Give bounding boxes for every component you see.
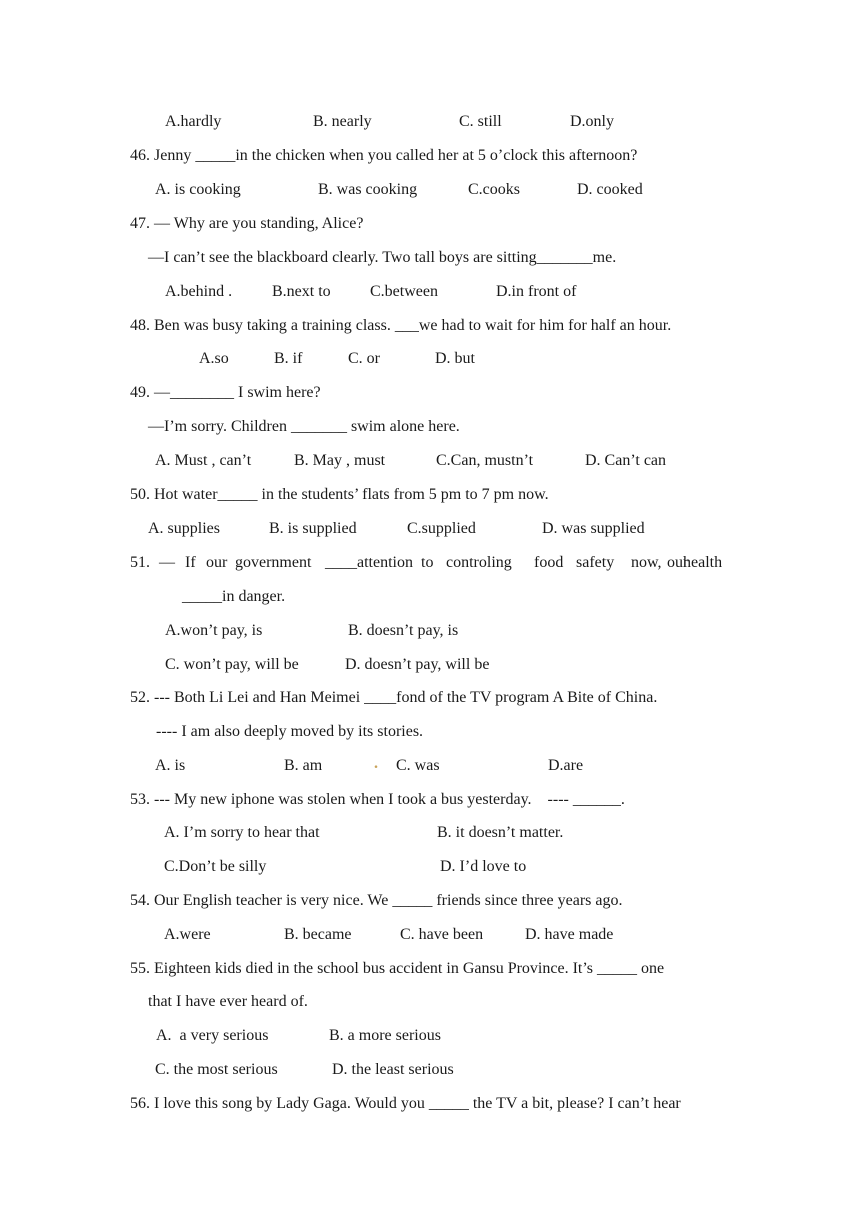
q49-dialog-line: —I’m sorry. Children _______ swim alone here. — [148, 418, 460, 435]
q54-option-a: A.were — [164, 926, 211, 943]
q50-option-a: A. supplies — [148, 520, 220, 537]
q45-option-c: C. still — [459, 113, 502, 130]
q51-w10: now, — [631, 554, 662, 571]
q50-option-b: B. is supplied — [269, 520, 357, 537]
q47-option-a: A.behind . — [165, 283, 233, 300]
q48-option-d: D. but — [435, 350, 475, 367]
q48-option-c: C. or — [348, 350, 380, 367]
q47-option-b: B.next to — [272, 283, 331, 300]
q51-option-a: A.won’t pay, is — [165, 622, 263, 639]
q55-option-d: D. the least serious — [332, 1061, 454, 1078]
q47-stem: 47. — Why are you standing, Alice? — [130, 215, 364, 232]
q53-stem: 53. --- My new iphone was stolen when I took a bus yesterday. ---- ______. — [130, 791, 625, 808]
q48-stem: 48. Ben was busy taking a training class. ___we had to wait for him for half an hour. — [130, 317, 672, 334]
q51-stem-continued: _____in danger. — [182, 588, 286, 605]
q55-stem: 55. Eighteen kids died in the school bus accident in Gansu Province. It’s _____ one — [130, 960, 665, 977]
q51-w8: food — [534, 554, 564, 571]
q49-stem: 49. —________ I swim here? — [130, 384, 321, 401]
q51-option-c: C. won’t pay, will be — [165, 656, 299, 673]
q53-option-d: D. I’d love to — [440, 858, 527, 875]
q49-option-d: D. Can’t can — [585, 452, 667, 469]
q54-option-d: D. have made — [525, 926, 614, 943]
q50-stem: 50. Hot water_____ in the students’ flats from 5 pm to 7 pm now. — [130, 486, 549, 503]
q51-w12: health — [683, 554, 723, 571]
q53-option-b: B. it doesn’t matter. — [437, 824, 564, 841]
q51-w4: government — [235, 554, 312, 571]
q46-option-b: B. was cooking — [318, 181, 418, 198]
q54-stem: 54. Our English teacher is very nice. We _____ friends since three years ago. — [130, 892, 623, 909]
q51-w9: safety — [576, 554, 615, 571]
q51-w1: — — [159, 554, 175, 571]
q51-w7: controling — [446, 554, 512, 571]
q48-option-b: B. if — [274, 350, 303, 367]
q54-option-b: B. became — [284, 926, 352, 943]
q46-option-a: A. is cooking — [155, 181, 241, 198]
q55-option-b: B. a more serious — [329, 1027, 441, 1044]
q47-option-d: D.in front of — [496, 283, 577, 300]
q55-option-c: C. the most serious — [155, 1061, 278, 1078]
q56-stem: 56. I love this song by Lady Gaga. Would you _____ the TV a bit, please? I can’t hear — [130, 1095, 681, 1112]
q51-w0: 51. — [130, 554, 150, 571]
q46-stem: 46. Jenny _____in the chicken when you called her at 5 o’clock this afternoon? — [130, 147, 638, 164]
stray-mark: . — [374, 755, 378, 772]
q52-option-c: C. was — [396, 757, 440, 774]
q45-option-a: A.hardly — [165, 113, 222, 130]
q51-w6: to — [421, 554, 434, 571]
q51-option-b: B. doesn’t pay, is — [348, 622, 459, 639]
q51-w5: ____attention — [325, 554, 413, 571]
q49-option-b: B. May , must — [294, 452, 386, 469]
q52-dialog-line: ---- I am also deeply moved by its stories. — [156, 723, 424, 740]
q52-stem: 52. --- Both Li Lei and Han Meimei ____fond of the TV program A Bite of China. — [130, 689, 658, 706]
q45-option-b: B. nearly — [313, 113, 372, 130]
q55-stem-continued: that I have ever heard of. — [148, 993, 308, 1010]
q51-w2: If — [185, 554, 196, 571]
q45-option-d: D.only — [570, 113, 614, 130]
q51-w3: our — [206, 554, 228, 571]
q48-option-a: A.so — [199, 350, 229, 367]
q52-option-d: D.are — [548, 757, 584, 774]
q53-option-c: C.Don’t be silly — [164, 858, 267, 875]
q49-option-a: A. Must , can’t — [155, 452, 252, 469]
q46-option-c: C.cooks — [468, 181, 520, 198]
q47-dialog-line: —I can’t see the blackboard clearly. Two tall boys are sitting_______me. — [148, 249, 617, 266]
q47-option-c: C.between — [370, 283, 438, 300]
q50-option-c: C.supplied — [407, 520, 476, 537]
q54-option-c: C. have been — [400, 926, 484, 943]
q52-option-a: A. is — [155, 757, 186, 774]
q46-option-d: D. cooked — [577, 181, 643, 198]
q53-option-a: A. I’m sorry to hear that — [164, 824, 320, 841]
q51-option-d: D. doesn’t pay, will be — [345, 656, 490, 673]
q51-w11: our — [667, 554, 689, 571]
q55-option-a: A. a very serious — [156, 1027, 269, 1044]
q50-option-d: D. was supplied — [542, 520, 645, 537]
q52-option-b: B. am — [284, 757, 323, 774]
q49-option-c: C.Can, mustn’t — [436, 452, 534, 469]
